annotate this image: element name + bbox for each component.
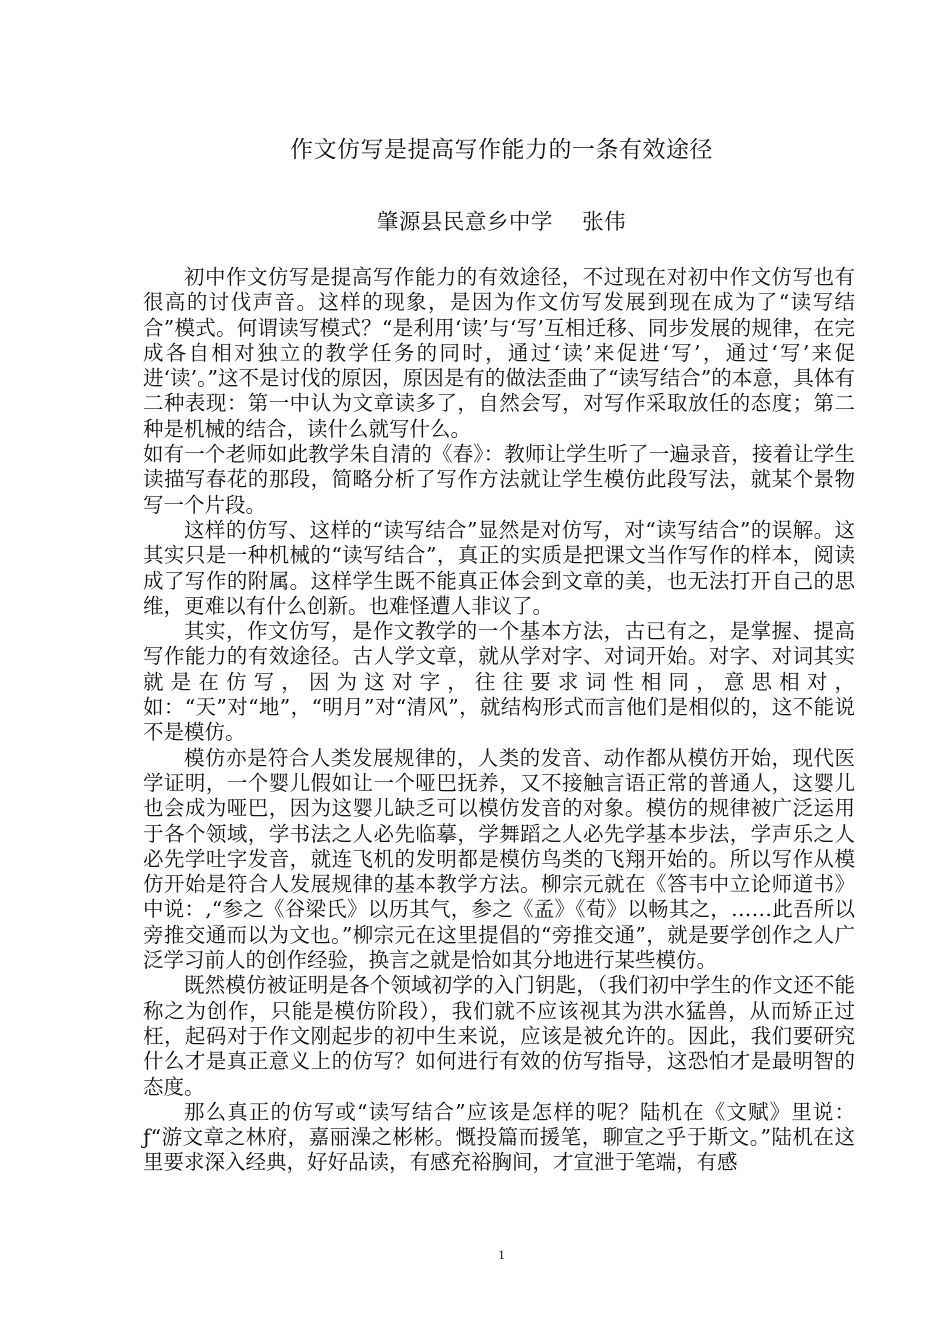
document-title: 作文仿写是提高写作能力的一条有效途径 [290,137,713,163]
paragraph: 初中作文仿写是提高写作能力的有效途径，不过现在对初中作文仿写也有很高的讨伐声音。这样的现象，是因为作文仿写发展到现在成为了“读写结合”模式。何谓读写模式？“是利用‘读’与‘写’互相迁移、同步发展的规律，在完成各自相对独立的教学任务的同时，通过‘读’来促进‘写’，通过‘写’来促进‘读’。”这不是讨伐的原因，原因是有的做法歪曲了“读写结合”的本意，具体有二种表现：第一中认为文章读多了，自然会写，对写作采取放任的态度；第二种是机械的结合，读什么就写什么。 [143,265,855,441]
paragraph: 其实，作文仿写，是作文教学的一个基本方法，古已有之，是掌握、提高写作能力的有效途径。古人学文章，就从学对字、对词开始。对字、对词其实就是在仿写，因为这对字，往往要求词性相同，意思相对，如：“天”对“地”，“明月”对“清风”，就结构形式而言他们是相似的，这不能说不是模仿。 [143,619,855,745]
author-byline: 肇源县民意乡中学 张伟 [376,210,627,235]
paragraph: 既然模仿被证明是各个领域初学的入门钥匙，（我们初中学生的作文还不能称之为创作，只能是模仿阶段），我们就不应该视其为洪水猛兽，从而矫正过枉，起码对于作文刚起步的初中生来说，应该是被允许的。因此，我们要研究什么才是真正意义上的仿写？如何进行有效的仿写指导，这恐怕才是最明智的态度。 [143,973,855,1099]
paragraph: 这样的仿写、这样的“读写结合”显然是对仿写，对“读写结合”的误解。这其实只是一种机械的“读写结合”，真正的实质是把课文当作写作的样本，阅读成了写作的附属。这样学生既不能真正体会到文章的美，也无法打开自己的思维，更难以有什么创新。也难怪遭人非议了。 [143,517,855,618]
paragraph: 那么真正的仿写或“读写结合”应该是怎样的呢？陆机在《文赋》里说：ƒ“游文章之林府，嘉丽澡之彬彬。慨投篇而援笔，聊宣之乎于斯文。”陆机在这里要求深入经典，好好品读，有感充裕胸间，才宣泄于笔端，有感 [143,1099,855,1175]
page-number: 1 [498,1247,505,1262]
document-body [143,265,855,1176]
paragraph: 模仿亦是符合人类发展规律的，人类的发音、动作都从模仿开始，现代医学证明，一个婴儿假如让一个哑巴抚养，又不接触言语正常的普通人，这婴儿也会成为哑巴，因为这婴儿缺乏可以模仿发音的对象。模仿的规律被广泛运用于各个领域，学书法之人必先临摹，学舞蹈之人必先学基本步法，学声乐之人必先学吐字发音，就连飞机的发明都是模仿鸟类的飞翔开始的。所以写作从模仿开始是符合人发展规律的基本教学方法。柳宗元就在《答韦中立论师道书》中说：,“参之《谷梁氏》以历其气，参之《孟》《荀》以畅其之，……此吾所以旁推交通而以为文也。”柳宗元在这里提倡的“旁推交通”，就是要学创作之人广泛学习前人的创作经验，换言之就是恰如其分地进行某些模仿。 [143,745,855,973]
paragraph: 如有一个老师如此教学朱自清的《春》：教师让学生听了一遍录音，接着让学生读描写春花的那段，简略分析了写作方法就让学生模仿此段写法，就某个景物写一个片段。 [143,442,855,517]
